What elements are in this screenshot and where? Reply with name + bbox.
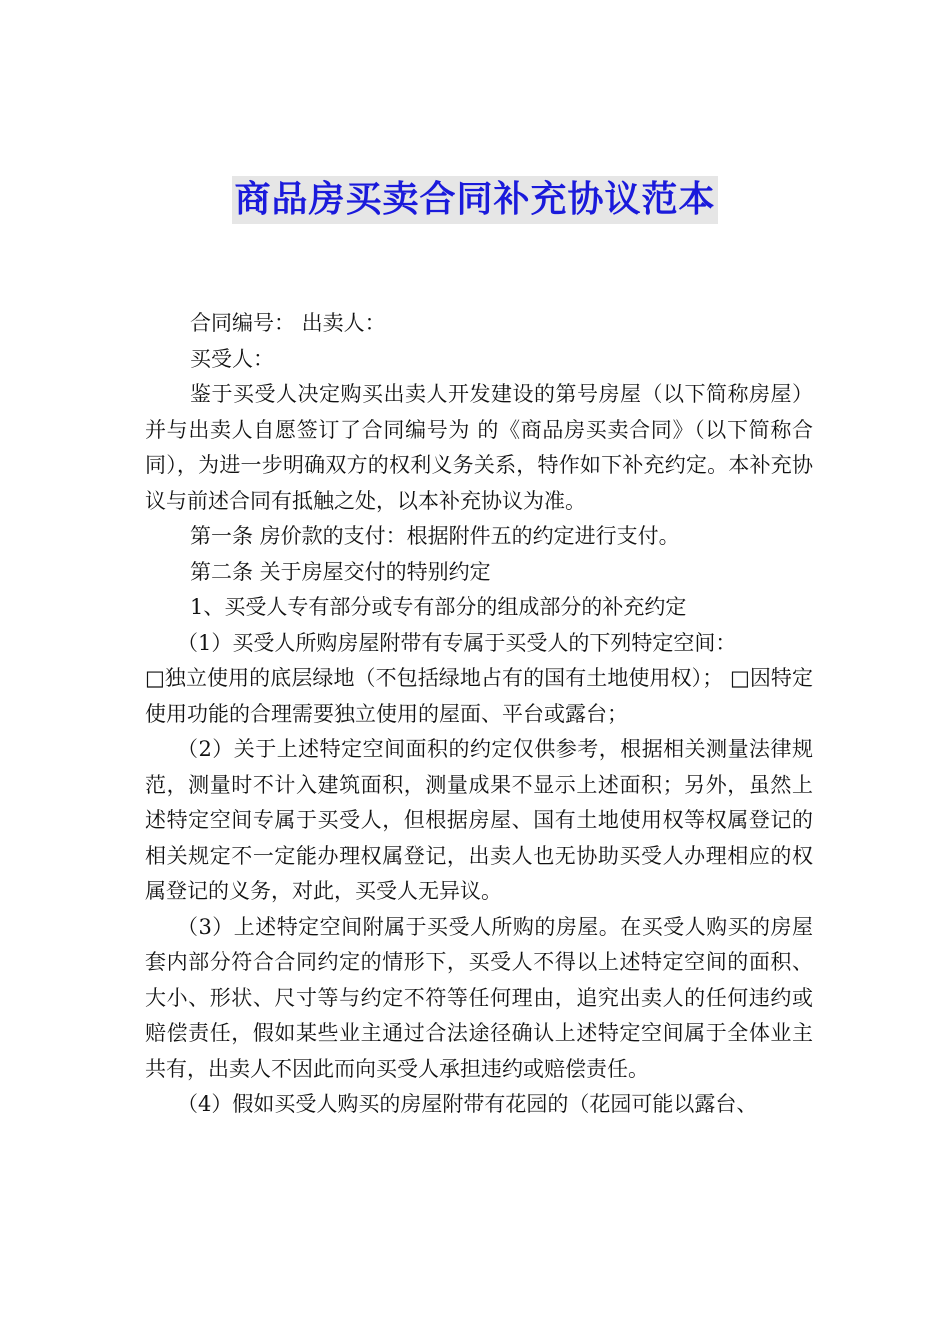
paragraph-article-1: 第一条 房价款的支付：根据附件五的约定进行支付。 [190, 524, 680, 548]
paragraph-buyer: 买受人： [190, 346, 274, 371]
paragraph-clause-1: 1、买受人专有部分或专有部分的组成部分的补充约定 [190, 595, 687, 619]
paragraph-item-1-options: □独立使用的底层绿地（不包括绿地占有的国有土地使用权）； □因特定使用功能的合理需要独立使用的屋面、平台或露台； [145, 666, 813, 726]
paragraph-item-2: （2）关于上述特定空间面积的约定仅供参考，根据相关测量法律规范，测量时不计入建筑面积，测量成果不显示上述面积；另外，虽然上述特定空间专属于买受人，但根据房屋、国有土地使用权等权属登记的相关规定不一定能办理权属登记，出卖人也无协助买受人办理相应的权属登记的义务，对此，买受人无异议。 [145, 737, 813, 903]
paragraph-item-3: （3）上述特定空间附属于买受人所购的房屋。在买受人购买的房屋套内部分符合合同约定的情形下，买受人不得以上述特定空间的面积、大小、形状、尺寸等与约定不符等任何理由，追究出卖人的任何违约或赔偿责任，假如某些业主通过合法途径确认上述特定空间属于全体业主共有，出卖人不因此而向买受人承担违约或赔偿责任。 [145, 914, 813, 1081]
title-container [0, 176, 950, 224]
paragraph-item-4: （4）假如买受人购买的房屋附带有花园的（花园可能以露台、 [177, 1092, 758, 1116]
paragraph-preamble: 鉴于买受人决定购买出卖人开发建设的第号房屋（以下简称房屋）并与出卖人自愿签订了合同编号为 的《商品房买卖合同》（以下简称合同），为进一步明确双方的权利义务关系，特作如下补充约定。本补充协议与前述合同有抵触之处，以本补充协议为准。 [145, 382, 813, 513]
paragraph-contract-number: 合同编号： 出卖人： [190, 311, 386, 335]
paragraph-article-2: 第二条 关于房屋交付的特别约定 [190, 559, 491, 584]
document-body [145, 306, 813, 1123]
document-title: 商品房买卖合同补充协议范本 [232, 176, 717, 224]
paragraph-item-1: （1）买受人所购房屋附带有专属于买受人的下列特定空间： [177, 630, 737, 655]
